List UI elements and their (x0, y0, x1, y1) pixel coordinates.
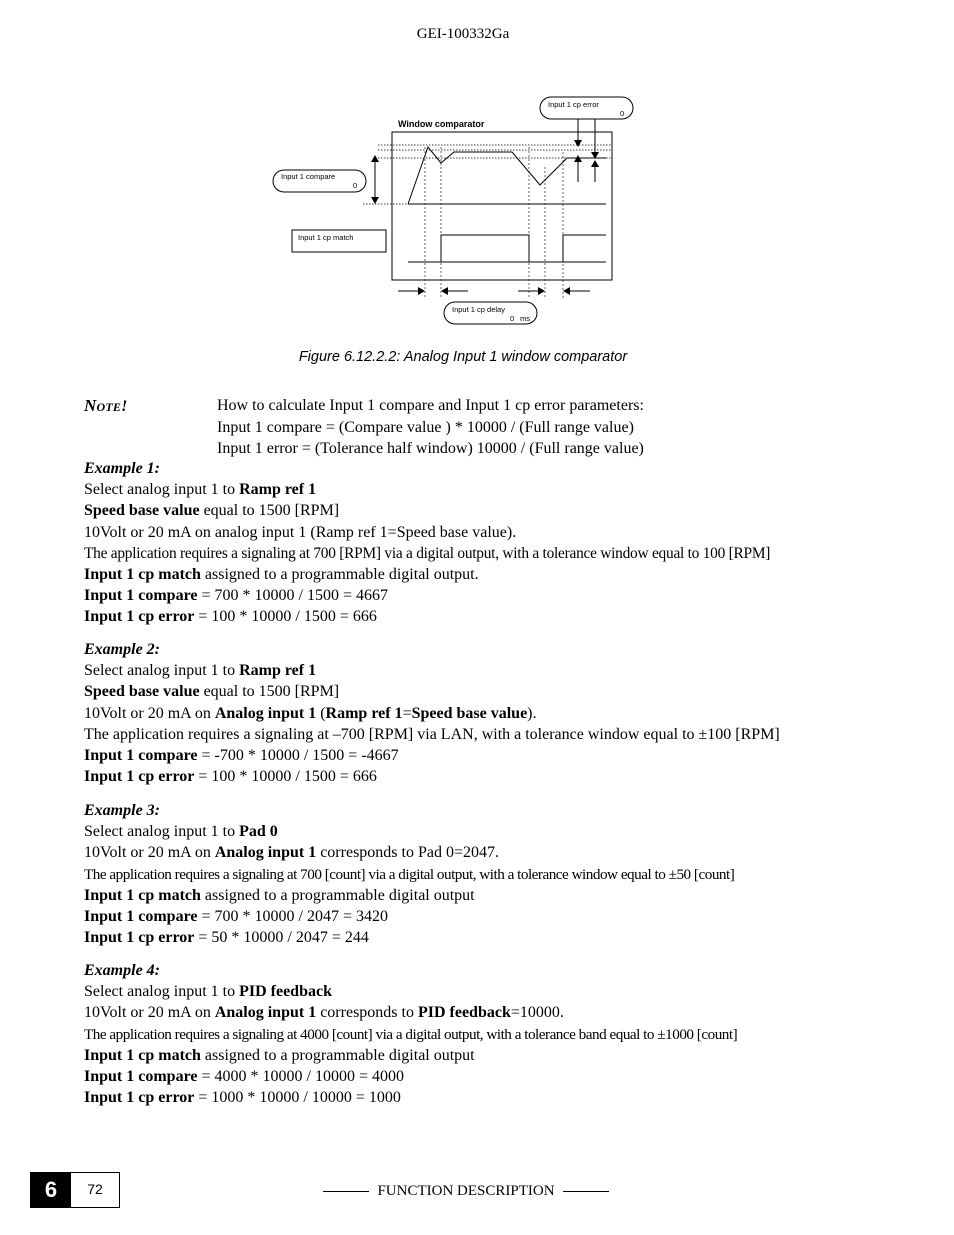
note-line: How to calculate Input 1 compare and Input 1 cp error parameters: (217, 397, 644, 414)
note-text (217, 395, 644, 460)
cp-error-value: 0 (620, 109, 625, 118)
analog-signal-trace (408, 147, 606, 204)
text-line: The application requires a signaling at –700 [RPM] via LAN, with a tolerance window equal to ±100 [RPM] (84, 725, 780, 743)
text-line: Select analog input 1 to PID feedback (84, 983, 332, 1001)
example-title: Example 1: (84, 460, 160, 477)
cp-match-trace (441, 235, 529, 262)
text-line: The application requires a signaling at 700 [count] via a digital output, with a tolerance window equal to ±50 [count] (84, 865, 735, 883)
text-line: Input 1 compare = 700 * 10000 / 1500 = 4667 (84, 587, 388, 605)
footer-rule-right (563, 1191, 609, 1192)
text-line: Input 1 cp error = 100 * 10000 / 1500 = 666 (84, 608, 377, 626)
example-1 (84, 458, 770, 628)
text-line: Input 1 compare = 700 * 10000 / 2047 = 3420 (84, 908, 388, 926)
text-line: 10Volt or 20 mA on Analog input 1 (Ramp ref 1=Speed base value). (84, 704, 537, 722)
text-line: Input 1 cp error = 1000 * 10000 / 10000 = 1000 (84, 1089, 401, 1107)
window-comparator-diagram (268, 92, 648, 330)
example-3 (84, 800, 734, 948)
note-label: NOTE! (84, 396, 128, 415)
text-line: Select analog input 1 to Ramp ref 1 (84, 662, 317, 680)
text-line: Select analog input 1 to Pad 0 (84, 823, 278, 841)
example-title: Example 3: (84, 802, 160, 819)
footer-section (0, 1183, 932, 1200)
figure-caption: Figure 6.12.2.2: Analog Input 1 window comparator (298, 349, 628, 365)
compare-label: Input 1 compare (281, 172, 336, 181)
chapter-number: 6 (31, 1173, 71, 1207)
text-line: Speed base value equal to 1500 [RPM] (84, 502, 340, 520)
text-line: 10Volt or 20 mA on Analog input 1 corresponds to PID feedback=10000. (84, 1004, 564, 1022)
note-line: Input 1 compare = (Compare value ) * 10000 / (Full range value) (217, 418, 634, 436)
text-line: Select analog input 1 to Ramp ref 1 (84, 481, 317, 499)
example-4 (84, 960, 737, 1108)
text-line: The application requires a signaling at 4000 [count] via a digital output, with a tolerance band equal to ±1000 [count] (84, 1025, 738, 1043)
footer-rule-left (323, 1191, 369, 1192)
diagram-title: Window comparator (398, 119, 485, 129)
cp-delay-unit: ms (520, 314, 530, 323)
cp-match-label: Input 1 cp match (298, 233, 354, 242)
cp-error-label: Input 1 cp error (548, 100, 599, 109)
text-line: Input 1 cp error = 100 * 10000 / 1500 = 666 (84, 768, 377, 786)
text-line: 10Volt or 20 mA on analog input 1 (Ramp ref 1=Speed base value). (84, 523, 517, 541)
text-line: Input 1 cp error = 50 * 10000 / 2047 = 244 (84, 929, 369, 947)
text-line: The application requires a signaling at 700 [RPM] via a digital output, with a tolerance window equal to 100 [RPM] (84, 544, 771, 562)
cp-delay-label: Input 1 cp delay (452, 305, 505, 314)
document-id: GEI-100332Ga (416, 26, 510, 42)
text-line: Input 1 cp match assigned to a programmable digital output. (84, 566, 479, 584)
compare-value: 0 (353, 181, 358, 190)
text-line: Input 1 cp match assigned to a programmable digital output (84, 886, 475, 904)
text-line: 10Volt or 20 mA on Analog input 1 corresponds to Pad 0=2047. (84, 844, 499, 862)
example-title: Example 2: (84, 641, 160, 658)
text-line: Speed base value equal to 1500 [RPM] (84, 683, 340, 701)
cp-delay-value: 0 (510, 314, 515, 323)
footer-section-title: FUNCTION DESCRIPTION (377, 1183, 555, 1199)
example-title: Example 4: (84, 962, 160, 979)
text-line: Input 1 compare = -700 * 10000 / 1500 = -4667 (84, 747, 399, 765)
page-number: 72 (87, 1181, 103, 1197)
text-line: Input 1 compare = 4000 * 10000 / 10000 = 4000 (84, 1068, 404, 1086)
text-line: Input 1 cp match assigned to a programmable digital output (84, 1046, 475, 1064)
note-line: Input 1 error = (Tolerance half window) 10000 / (Full range value) (217, 440, 644, 457)
example-2 (84, 639, 780, 787)
